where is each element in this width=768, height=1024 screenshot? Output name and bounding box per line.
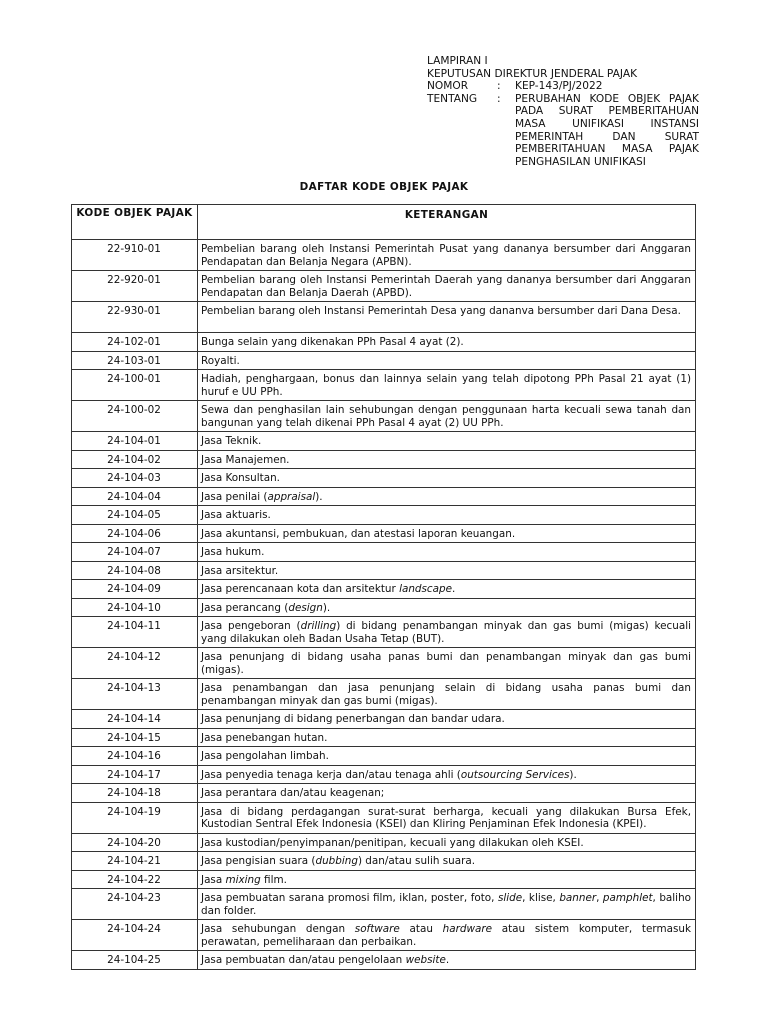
header-keputusan: KEPUTUSAN DIREKTUR JENDERAL PAJAK — [427, 67, 638, 80]
tax-object-description: Jasa pembuatan sarana promosi film, iklan, poster, foto, slide, klise, banner, pamphlet, baliho dan folder. — [198, 889, 696, 920]
tax-object-code: 24-104-21 — [72, 852, 198, 871]
tax-object-code: 24-104-08 — [72, 561, 198, 580]
tax-object-description: Jasa pengisian suara (dubbing) dan/atau sulih suara. — [198, 852, 696, 871]
tax-object-description: Jasa mixing film. — [198, 870, 696, 889]
tax-object-description: Jasa penambangan dan jasa penunjang selain di bidang usaha panas bumi dan penambangan minyak dan gas bumi (migas). — [198, 679, 696, 710]
nomor-colon: : — [497, 80, 501, 93]
tax-object-code: 24-104-03 — [72, 469, 198, 488]
tax-object-description: Bunga selain yang dikenakan PPh Pasal 4 ayat (2). — [198, 333, 696, 352]
table-row — [72, 889, 696, 920]
tax-object-code: 24-103-01 — [72, 351, 198, 370]
tax-object-code: 24-104-19 — [72, 802, 198, 833]
tax-object-code: 24-104-17 — [72, 765, 198, 784]
header-tentang-row — [427, 93, 699, 169]
table-row — [72, 679, 696, 710]
table-row — [72, 506, 696, 525]
table-row — [72, 469, 696, 488]
tax-object-code: 24-104-04 — [72, 487, 198, 506]
tax-object-description: Jasa penunjang di bidang penerbangan dan bandar udara. — [198, 710, 696, 729]
table-row — [72, 648, 696, 679]
header-lampiran: LAMPIRAN I — [427, 55, 488, 67]
table-row — [72, 432, 696, 451]
table-row — [72, 765, 696, 784]
header-nomor-row — [427, 80, 699, 93]
tax-object-code: 22-920-01 — [72, 271, 198, 302]
tax-object-description: Pembelian barang oleh Instansi Pemerintah Pusat yang dananya bersumber dari Anggaran Pendapatan dan Belanja Negara (APBN). — [198, 240, 696, 271]
tax-object-code: 24-104-18 — [72, 784, 198, 803]
tax-object-code: 24-104-05 — [72, 506, 198, 525]
tax-object-description: Jasa aktuaris. — [198, 506, 696, 525]
tax-object-code: 22-930-01 — [72, 302, 198, 333]
tentang-value: PERUBAHAN KODE OBJEK PAJAK PADA SURAT PEMBERITAHUAN MASA UNIFIKASI INSTANSI PEMERINTAH DAN SURAT PEMBERITAHUAN MASA PAJAK PENGHASILAN UNIFIKASI — [515, 92, 699, 168]
tax-object-code: 24-104-24 — [72, 920, 198, 951]
tax-object-code: 24-104-12 — [72, 648, 198, 679]
table-row — [72, 370, 696, 401]
table-body — [72, 240, 696, 970]
nomor-value: KEP-143/PJ/2022 — [515, 80, 603, 93]
table-row — [72, 524, 696, 543]
table-row — [72, 487, 696, 506]
tax-object-code: 24-104-25 — [72, 951, 198, 970]
tax-object-code: 24-104-07 — [72, 543, 198, 562]
nomor-label: NOMOR — [427, 80, 469, 93]
tax-object-code: 24-104-20 — [72, 833, 198, 852]
table-row — [72, 450, 696, 469]
tax-object-description: Jasa arsitektur. — [198, 561, 696, 580]
tax-object-code: 24-104-16 — [72, 747, 198, 766]
table-row — [72, 240, 696, 271]
tax-object-code: 24-102-01 — [72, 333, 198, 352]
table-row — [72, 617, 696, 648]
table-row — [72, 747, 696, 766]
tax-object-description: Jasa perancang (design). — [198, 598, 696, 617]
tax-object-code: 24-104-23 — [72, 889, 198, 920]
tentang-colon: : — [497, 92, 501, 105]
tax-object-description: Hadiah, penghargaan, bonus dan lainnya selain yang telah dipotong PPh Pasal 21 ayat (1) huruf e UU PPh. — [198, 370, 696, 401]
table-row — [72, 802, 696, 833]
document-header — [427, 55, 699, 168]
table-row — [72, 833, 696, 852]
column-header-description: KETERANGAN — [198, 205, 696, 240]
tax-object-description: Pembelian barang oleh Instansi Pemerintah Daerah yang dananya bersumber dari Anggaran Pendapatan dan Belanja Daerah (APBD). — [198, 271, 696, 302]
tax-object-code: 24-104-13 — [72, 679, 198, 710]
tax-object-code: 24-104-14 — [72, 710, 198, 729]
tax-object-description: Jasa Manajemen. — [198, 450, 696, 469]
tax-object-description: Royalti. — [198, 351, 696, 370]
tax-object-description: Jasa sehubungan dengan software atau hardware atau sistem komputer, termasuk perawatan, pemeliharaan dan perbaikan. — [198, 920, 696, 951]
table-row — [72, 302, 696, 333]
tax-object-description: Jasa kustodian/penyimpanan/penitipan, kecuali yang dilakukan oleh KSEI. — [198, 833, 696, 852]
tax-object-description: Jasa penyedia tenaga kerja dan/atau tenaga ahli (outsourcing Services). — [198, 765, 696, 784]
tax-object-code: 24-104-10 — [72, 598, 198, 617]
table-row — [72, 580, 696, 599]
table-row — [72, 333, 696, 352]
tax-object-code: 24-104-11 — [72, 617, 198, 648]
tax-object-description: Jasa Teknik. — [198, 432, 696, 451]
tax-object-description: Jasa di bidang perdagangan surat-surat berharga, kecuali yang dilakukan Bursa Efek, Kustodian Sentral Efek Indonesia (KSEI) dan Kliring Penjaminan Efek Indonesia (KPEI). — [198, 802, 696, 833]
tax-object-description: Jasa Konsultan. — [198, 469, 696, 488]
document-title: DAFTAR KODE OBJEK PAJAK — [299, 181, 469, 193]
tentang-label: TENTANG — [427, 92, 478, 105]
table-row — [72, 951, 696, 970]
table-row — [72, 728, 696, 747]
table-row — [72, 598, 696, 617]
tax-object-description: Jasa hukum. — [198, 543, 696, 562]
table-row — [72, 543, 696, 562]
table-row — [72, 920, 696, 951]
table-row — [72, 561, 696, 580]
tax-object-code: 22-910-01 — [72, 240, 198, 271]
tax-object-description: Jasa perantara dan/atau keagenan; — [198, 784, 696, 803]
tax-object-description: Jasa perencanaan kota dan arsitektur landscape. — [198, 580, 696, 599]
tax-code-table — [71, 204, 696, 970]
tax-object-code: 24-104-09 — [72, 580, 198, 599]
tax-object-description: Jasa penebangan hutan. — [198, 728, 696, 747]
table-row — [72, 784, 696, 803]
tax-object-description: Jasa pembuatan dan/atau pengelolaan website. — [198, 951, 696, 970]
tax-object-description: Jasa pengolahan limbah. — [198, 747, 696, 766]
table-row — [72, 852, 696, 871]
table-header-row — [72, 205, 696, 240]
column-header-code: KODE OBJEK PAJAK — [72, 205, 198, 240]
tax-object-code: 24-100-01 — [72, 370, 198, 401]
tax-object-description: Sewa dan penghasilan lain sehubungan dengan penggunaan harta kecuali sewa tanah dan bangunan yang telah dikenai PPh Pasal 4 ayat (2) UU PPh. — [198, 401, 696, 432]
tax-object-description: Jasa pengeboran (drilling) di bidang penambangan minyak dan gas bumi (migas) kecuali yang dilakukan oleh Badan Usaha Tetap (BUT). — [198, 617, 696, 648]
table-row — [72, 401, 696, 432]
tax-object-code: 24-104-22 — [72, 870, 198, 889]
tax-object-code: 24-104-15 — [72, 728, 198, 747]
tax-object-description: Jasa akuntansi, pembukuan, dan atestasi laporan keuangan. — [198, 524, 696, 543]
tax-object-code: 24-104-06 — [72, 524, 198, 543]
tax-object-description: Jasa penunjang di bidang usaha panas bumi dan penambangan minyak dan gas bumi (migas). — [198, 648, 696, 679]
table-row — [72, 710, 696, 729]
table-row — [72, 271, 696, 302]
tax-object-code: 24-100-02 — [72, 401, 198, 432]
table-row — [72, 351, 696, 370]
tax-object-code: 24-104-01 — [72, 432, 198, 451]
tax-object-description: Jasa penilai (appraisal). — [198, 487, 696, 506]
table-row — [72, 870, 696, 889]
tax-object-description: Pembelian barang oleh Instansi Pemerintah Desa yang dananva bersumber dari Dana Desa. — [198, 302, 696, 333]
tax-object-code: 24-104-02 — [72, 450, 198, 469]
